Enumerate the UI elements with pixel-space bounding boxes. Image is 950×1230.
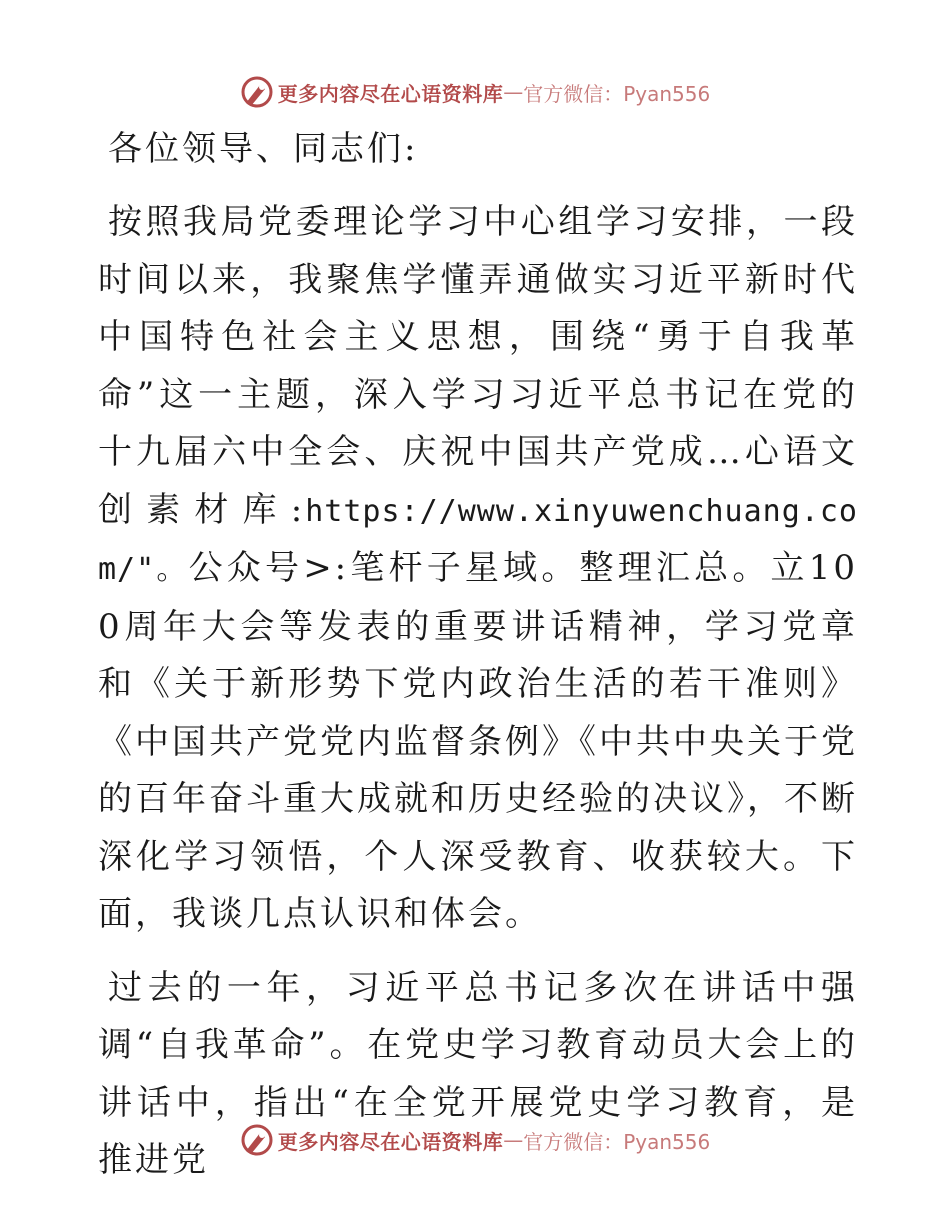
footer-contact-text: 官方微信：Pyan556 [523, 1129, 711, 1154]
footer-site-text: 更多内容尽在心语资料库 [277, 1129, 504, 1154]
banner-site-text: 更多内容尽在心语资料库 [277, 81, 504, 106]
document-body [98, 120, 858, 1206]
greeting: 各位领导、同志们: [108, 129, 419, 169]
banner-separator: — [503, 80, 524, 104]
paragraph-1 [98, 194, 858, 944]
paragraph-2-text: 过去的一年，习近平总书记多次在讲话中强调“自我革命”。在党史学习教育动员大会上的讲话中，指出“在全党开展党史学习教育，是推进党 [98, 967, 858, 1180]
pen-logo-icon [240, 75, 274, 109]
paragraph-1-continuation: 公众号>:笔杆子星域。整理汇总。立100周年大会等发表的重要讲话精神，学习党章和《关于新形势下党内政治生活的若干准则》《中国共产党党内监督条例》《中共中央关于党的百年奋斗重大成就和历史经验的决议》，不断深化学习领悟，个人深受教育、收获较大。下面，我谈几点认识和体会。 [98, 548, 858, 934]
footer-separator: — [503, 1128, 524, 1152]
source-url: https://www.xinyuwenchuang.com/"。 [98, 493, 858, 587]
paragraph-1-text: 按照我局党委理论学习中心组学习安排，一段时间以来，我聚焦学懂弄通做实习近平新时代中国特色社会主义思想，围绕“勇于自我革命”这一主题，深入学习习近平总书记在党的十九届六中全会、庆祝中国共产党成…心语文创素材库: [98, 202, 858, 530]
banner-contact-text: 官方微信：Pyan556 [523, 81, 711, 106]
footer-banner [0, 1120, 950, 1160]
pen-logo-icon [240, 1123, 274, 1157]
header-banner [0, 72, 950, 112]
